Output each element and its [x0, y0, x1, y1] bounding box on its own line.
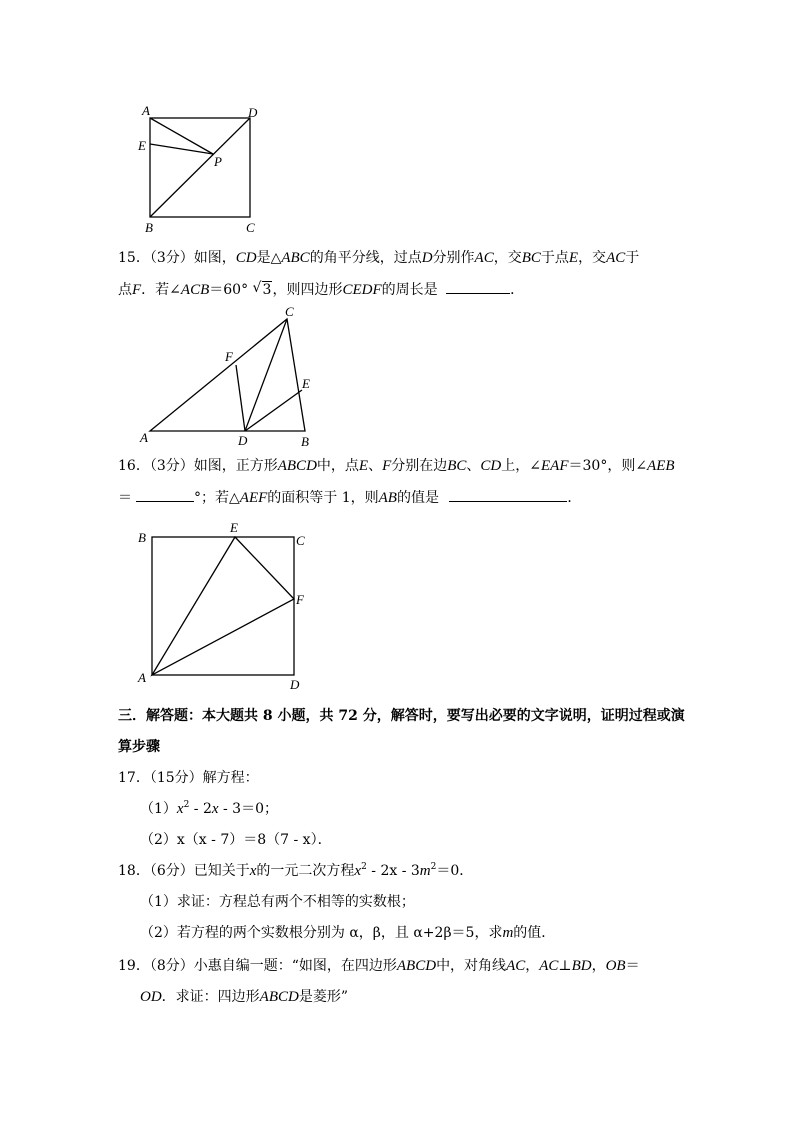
q15-line1: 15．（3分）如图，CD是△ABC的角平分线，过点D分别作AC，交BC于点E，交AC于	[118, 250, 640, 266]
label-D: D	[290, 677, 300, 692]
label-B: B	[301, 434, 309, 449]
label-P: P	[214, 154, 222, 169]
q17-part1: $(1)x^2 - 2x - 3=0$；	[140, 800, 278, 817]
label-A: A	[140, 430, 148, 445]
label-F: F	[225, 349, 233, 364]
q17-part2: （2）x（x - 7）＝8（7 - x）．	[140, 832, 332, 848]
q18-part2: （2）若方程的两个实数根分别为 α，β，且 α+2β＝5，求m的值．	[140, 925, 556, 941]
label-F: F	[296, 592, 304, 607]
label-A: A	[142, 103, 150, 118]
answer-blank	[446, 279, 510, 294]
label-A: A	[138, 670, 146, 685]
figure-q14	[130, 100, 270, 240]
q18-title: 18．（6分）已知关于x的一元二次方程$x^2 - 2x - 3m^2=0$．	[118, 862, 474, 879]
answer-blank-ab	[449, 487, 567, 502]
section-3-header-line1: 三．解答题：本大题共 8 小题，共 72 分，解答时，要写出必要的文字说明，证明过程或演	[118, 708, 685, 724]
label-B: B	[145, 220, 153, 235]
q15-line2: 点F．若∠ACB＝60° √ 3，则四边形CEDF的周长是 ．	[118, 280, 525, 298]
figure-q15	[130, 302, 330, 452]
label-E: E	[302, 376, 310, 391]
sqrt-expression: √ 3	[252, 280, 272, 298]
q18-part1: （1）求证：方程总有两个不相等的实数根；	[140, 894, 415, 910]
label-C: C	[296, 533, 305, 548]
section-3-header-line2: 算步骤	[118, 739, 160, 755]
label-C: C	[285, 304, 294, 319]
q16-line2: ＝ °；若△AEF的面积等于 1，则AB的值是 ．	[118, 487, 581, 508]
label-D: D	[248, 105, 258, 120]
q17-title: 17．（15分）解方程：	[118, 770, 259, 786]
label-B: B	[138, 530, 146, 545]
label-D: D	[238, 433, 248, 448]
q16-line1: 16．（3分）如图，正方形ABCD中，点E、F分别在边BC、CD上，∠EAF＝30°，则∠AEB	[118, 458, 675, 474]
answer-blank-angle	[136, 487, 194, 502]
q19-line2: OD．求证：四边形ABCD是菱形”	[140, 989, 349, 1005]
label-C: C	[246, 220, 255, 235]
label-E: E	[138, 138, 146, 153]
q19-line1: 19．（8分）小惠自编一题：“如图，在四边形ABCD中，对角线AC，AC⊥BD，OB＝	[118, 958, 640, 974]
label-E: E	[230, 520, 238, 535]
figure-q16	[130, 520, 330, 695]
